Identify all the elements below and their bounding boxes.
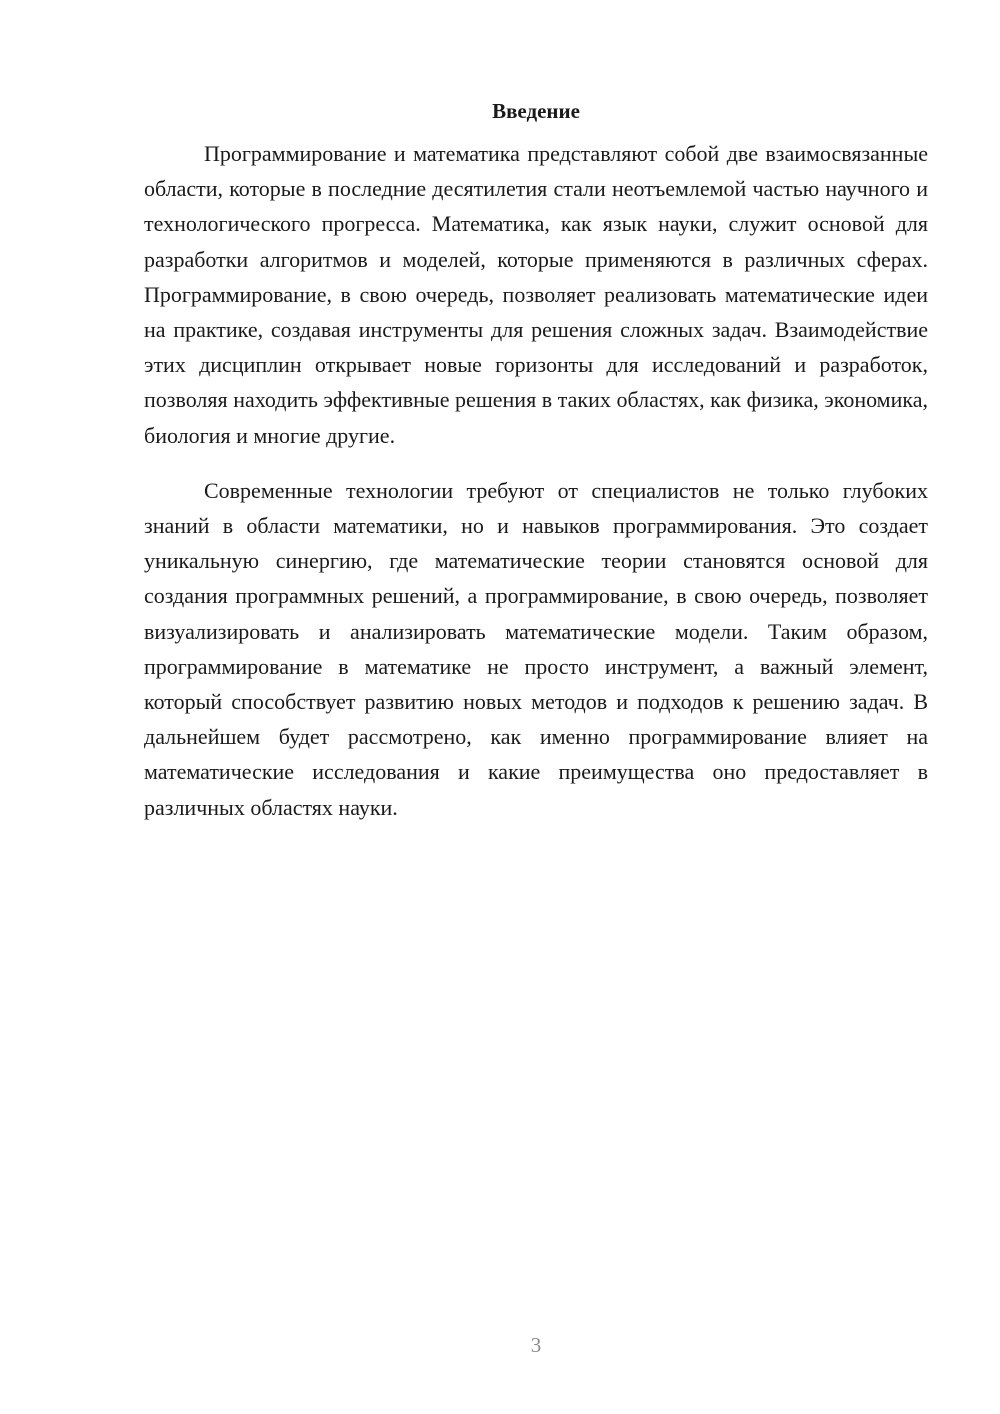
page-number: 3 bbox=[530, 1333, 542, 1357]
section-title: Введение bbox=[492, 99, 580, 123]
paragraph-1: Программирование и математика представляют собой две взаимосвязанные области, которые в последние десятилетия стали неотъемлемой частью научного и технологического прогресса. Математика, как язык науки, служит основой для разработки алгоритмов и моделей, которые применяются в различных сферах. Программирование, в свою очередь, позволяет реализовать математические идеи на практике, создавая инструменты для решения сложных задач. Взаимодействие этих дисциплин открывает новые горизонты для исследований и разработок, позволяя находить эффективные решения в таких областях, как физика, экономика, биология и многие другие. bbox=[144, 141, 928, 448]
document-page bbox=[144, 96, 928, 825]
paragraph-2: Современные технологии требуют от специалистов не только глубоких знаний в области математики, но и навыков программирования. Это создает уникальную синергию, где математические теории становятся основой для создания программных решений, а программирование, в свою очередь, позволяет визуализировать и анализировать математические модели. Таким образом, программирование в математике не просто инструмент, а важный элемент, который способствует развитию новых методов и подходов к решению задач. В дальнейшем будет рассмотрено, как именно программирование влияет на математические исследования и какие преимущества оно предоставляет в различных областях науки. bbox=[144, 477, 928, 820]
